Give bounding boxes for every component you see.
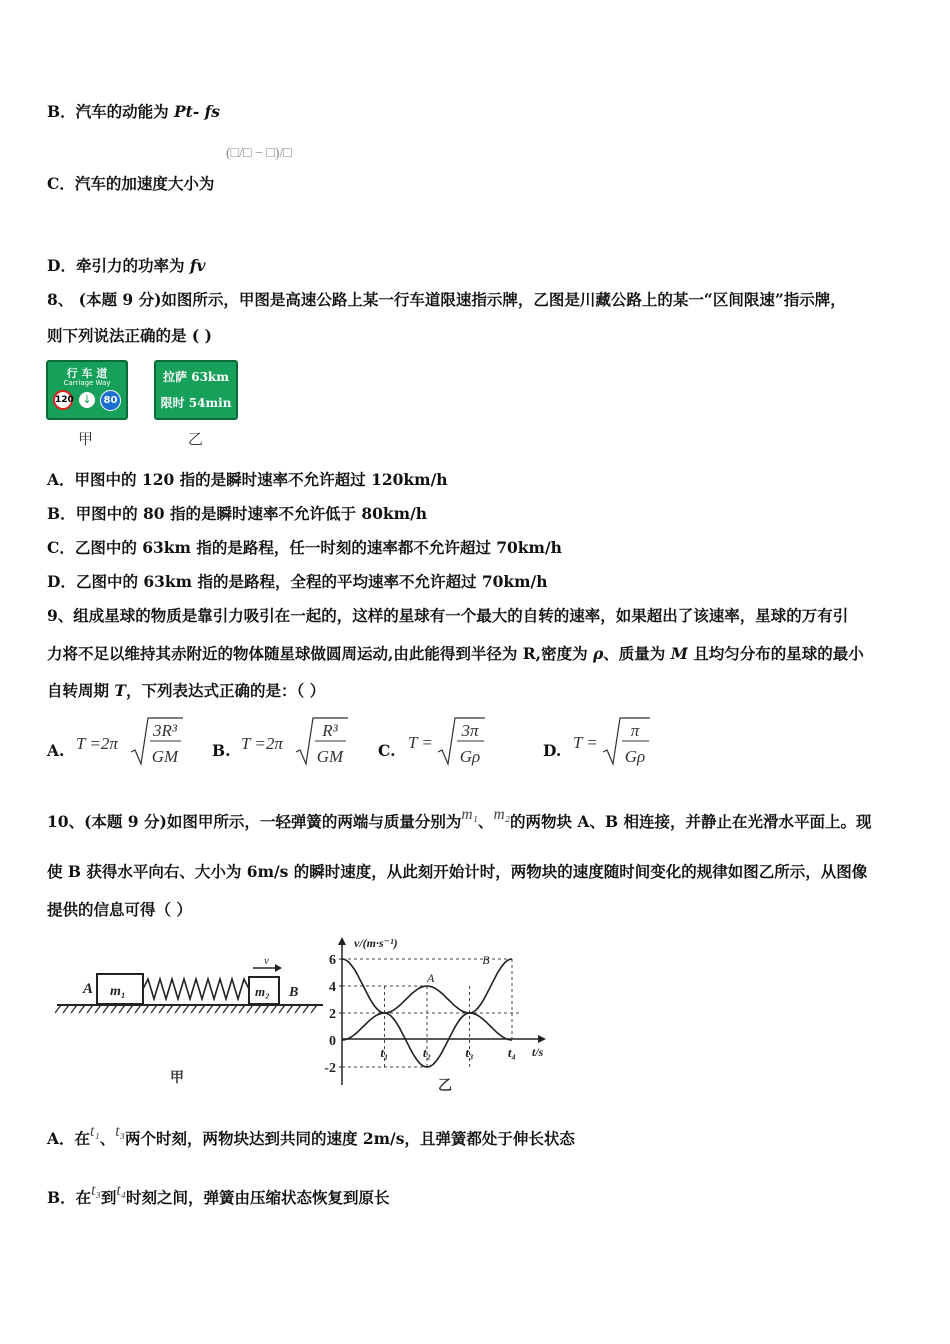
x-axis-arrowhead [538, 1035, 546, 1043]
down-arrow-icon: ↓ [79, 392, 95, 408]
q9-option-d-den: Gρ [624, 747, 646, 766]
q7-option-b [47, 102, 220, 122]
q10-option-b-text: 时刻之间，弹簧由压缩状态恢复到原长 [126, 1188, 390, 1207]
sign-jia-title: 行 车 道 [66, 367, 108, 380]
q10-option-b-t4: t₄ [116, 1182, 127, 1199]
y-tick-label: 6 [329, 953, 336, 968]
block-b-mass: m₂ [255, 984, 270, 999]
hatch-mark [287, 1005, 293, 1013]
y-tick-label: 0 [329, 1034, 336, 1049]
hatch-mark [103, 1005, 109, 1013]
hatch-mark [183, 1005, 189, 1013]
q8-option-c: C．乙图中的 63km 指的是路程，任一时刻的速率都不允许超过 70km/h [47, 538, 562, 557]
q10-stem-line1 [47, 806, 872, 833]
hatch-mark [151, 1005, 157, 1013]
sign-yi-line1: 拉萨 63km [163, 370, 229, 384]
q9-option-a-label: A. [47, 741, 65, 760]
q7-option-c [47, 174, 214, 194]
y-axis-arrowhead [338, 937, 346, 945]
q9-option-c-lhs: T = [408, 733, 433, 752]
q9-stem-line3-a: 自转周期 [47, 681, 115, 700]
q9-option-b-radical [293, 714, 349, 770]
sign-yi-caption: 乙 [188, 430, 204, 448]
hatch-mark [159, 1005, 165, 1013]
hatch-mark [263, 1005, 269, 1013]
q10-stem-line3: 提供的信息可得（ ） [47, 900, 192, 919]
q9-option-c-num: 3π [461, 721, 479, 740]
hatch-mark [135, 1005, 141, 1013]
q10-option-a-sep: 、 [99, 1129, 116, 1148]
q9-option-d-radical [600, 714, 652, 770]
hatch-mark [255, 1005, 261, 1013]
sign-jia [46, 360, 128, 420]
sign-yi [154, 360, 238, 420]
q9-option-a-num: 3R³ [153, 721, 177, 740]
hatch-mark [239, 1005, 245, 1013]
sign-yi-line2: 限时 54min [160, 396, 232, 410]
hatch-mark [303, 1005, 309, 1013]
y-tick-label: 2 [329, 1007, 336, 1022]
q8-option-b: B．甲图中的 80 指的是瞬时速率不允许低于 80km/h [47, 504, 428, 523]
hatch-mark [215, 1005, 221, 1013]
q8-stem-line2: 则下列说法正确的是 ( ) [47, 326, 212, 345]
x-tick-label: t₃ [465, 1045, 474, 1060]
q8-stem-line1: 8、 (本题 9 分)如图所示，甲图是高速公路上某一行车道限速指示牌，乙图是川藏公路上的某一“区间限速”指示牌， [47, 290, 846, 309]
figure-jia-caption: 甲 [170, 1071, 184, 1086]
hatch-mark [63, 1005, 69, 1013]
hatch-mark [119, 1005, 125, 1013]
velocity-label: v [264, 955, 269, 967]
hatch-mark [247, 1005, 253, 1013]
hatch-mark [71, 1005, 77, 1013]
q10-option-b-t3: t₃ [91, 1182, 101, 1199]
q9-stem-line1: 9、组成星球的物质是靠引力吸引在一起的，这样的星球有一个最大的自转的速率，如果超出了该速率，星球的万有引 [47, 606, 849, 625]
hatch-mark [271, 1005, 277, 1013]
hatch-mark [167, 1005, 173, 1013]
sign-jia-caption: 甲 [78, 430, 94, 448]
q9-stem-line2-c: 且均匀分布的星球的最小 [687, 644, 864, 663]
hatch-mark [79, 1005, 85, 1013]
q9-stem-line2-b: 、质量为 [603, 644, 671, 663]
figure-yi-caption: 乙 [438, 1079, 452, 1094]
y-axis-label: v/(m·s⁻¹) [354, 936, 398, 950]
q10-option-b-mid: 到 [100, 1188, 117, 1207]
q9-option-a-lhs: T =2π [76, 734, 118, 753]
q8-option-d: D．乙图中的 63km 指的是路程，全程的平均速率不允许超过 70km/h [47, 572, 548, 591]
q7-option-b-formula: Pt- fs [174, 102, 221, 121]
q10-option-a-t1: t₁ [90, 1123, 100, 1140]
q9-mass-symbol: M [670, 644, 688, 663]
q10-m1: m₁ [461, 806, 478, 823]
q9-period-symbol: T [114, 681, 126, 700]
figure-yi-vt-chart [310, 935, 560, 1095]
q9-option-b-label: B. [212, 741, 231, 760]
q9-option-d-num: π [630, 721, 640, 740]
q9-stem-line3-b: ，下列表达式正确的是：（ ） [125, 681, 326, 700]
q10-option-b [47, 1182, 390, 1209]
q10-stem-line2: 使 B 获得水平向右、大小为 6m/s 的瞬时速度，从此刻开始计时，两物块的速度随时间变化的规律如图乙所示，从图像 [47, 862, 868, 881]
x-tick-label: t₁ [380, 1045, 389, 1060]
figure-jia-spring-system [55, 955, 325, 1090]
q10-option-a-prefix: A．在 [47, 1129, 91, 1148]
q8-option-a: A．甲图中的 120 指的是瞬时速率不允许超过 120km/h [47, 470, 448, 489]
x-axis-label: t/s [532, 1045, 544, 1059]
max-speed-badge [53, 390, 73, 410]
q9-option-b-den: GM [316, 747, 344, 766]
x-tick-label: t₂ [422, 1045, 432, 1060]
hatch-mark [111, 1005, 117, 1013]
series-label-b: B [482, 952, 490, 967]
q9-stem-line3 [47, 681, 325, 701]
q7-option-c-formula: (□/□ − □)/□ [226, 146, 292, 161]
series-label-a: A [427, 971, 435, 985]
q9-option-a-radical [128, 714, 184, 770]
y-tick-label: 4 [329, 980, 336, 995]
hatch-mark [87, 1005, 93, 1013]
ground-hatching [55, 1005, 317, 1013]
hatch-mark [295, 1005, 301, 1013]
q10-m2: m₂ [493, 806, 511, 823]
q9-option-c-label: C. [378, 741, 396, 760]
y-tick-label: -2 [324, 1061, 336, 1076]
hatch-mark [199, 1005, 205, 1013]
velocity-arrowhead [275, 964, 282, 972]
q7-option-d-text: D．牵引力的功率为 [47, 256, 190, 275]
label-b: B [289, 985, 299, 1000]
hatch-mark [279, 1005, 285, 1013]
q10-sep: 、 [477, 812, 494, 831]
min-speed-value: 80 [103, 395, 118, 406]
block-a-mass: m₁ [110, 984, 126, 999]
q9-option-a-den: GM [151, 747, 179, 766]
min-speed-badge [100, 390, 121, 411]
spring [143, 979, 249, 999]
q9-rho: ρ [592, 644, 604, 663]
q10-stem-line1-a: 10、(本题 9 分)如图甲所示，一轻弹簧的两端与质量分别为 [47, 812, 462, 831]
q10-option-a-text: 两个时刻，两物块达到共同的速度 2m/s，且弹簧都处于伸长状态 [124, 1129, 575, 1148]
label-a: A [83, 981, 94, 997]
hatch-mark [175, 1005, 181, 1013]
hatch-mark [127, 1005, 133, 1013]
q7-option-d [47, 256, 206, 276]
hatch-mark [55, 1005, 61, 1013]
x-tick-label: t₄ [507, 1045, 517, 1060]
q10-option-b-prefix: B．在 [47, 1188, 92, 1207]
q7-option-d-formula: fv [189, 256, 206, 275]
q9-option-d-lhs: T = [573, 733, 598, 752]
q9-option-c-den: Gρ [459, 747, 481, 766]
q9-option-b-lhs: T =2π [241, 734, 283, 753]
q9-option-b-num: R³ [322, 721, 338, 740]
hatch-mark [231, 1005, 237, 1013]
q7-option-c-text: C．汽车的加速度大小为 [47, 174, 215, 193]
hatch-mark [207, 1005, 213, 1013]
hatch-mark [223, 1005, 229, 1013]
hatch-mark [191, 1005, 197, 1013]
sign-jia-subtitle: Carriage Way [63, 379, 111, 387]
hatch-mark [143, 1005, 149, 1013]
q9-option-c-radical [435, 714, 487, 770]
q10-stem-line1-b: 的两物块 A、B 相连接，并静止在光滑水平面上。现 [510, 812, 872, 831]
hatch-mark [95, 1005, 101, 1013]
q10-option-a [47, 1123, 575, 1150]
q9-stem-line2 [47, 644, 864, 664]
max-speed-value: 120 [55, 395, 74, 405]
q9-stem-line2-a: 力将不足以维持其赤附近的物体随星球做圆周运动,由此能得到半径为 R,密度为 [47, 644, 593, 663]
q7-option-b-text: B．汽车的动能为 [47, 102, 174, 121]
q10-option-a-t3: t₃ [115, 1123, 125, 1140]
q9-option-d-label: D. [543, 741, 562, 760]
